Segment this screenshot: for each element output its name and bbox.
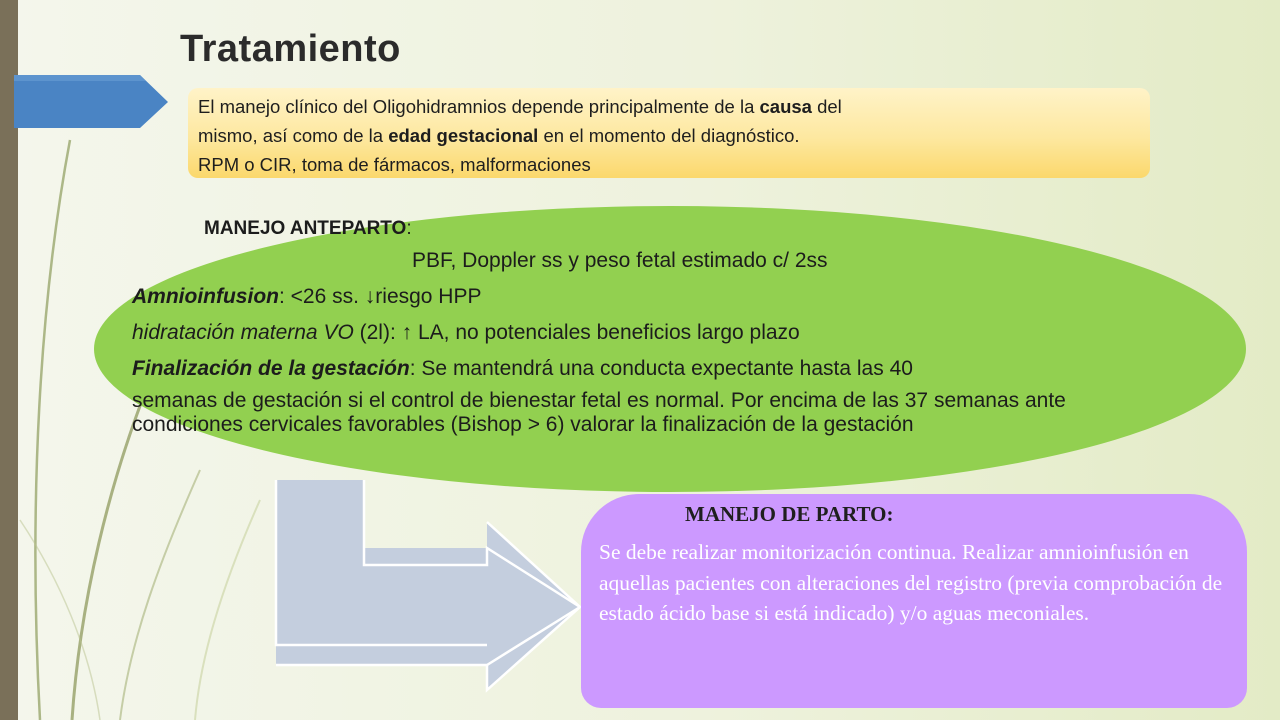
final-text: : Se mantendrá una conducta expectante hasta las 40 [409, 357, 913, 380]
antepartum-title-text: MANEJO ANTEPARTO [204, 218, 407, 239]
antepartum-panel [94, 206, 1246, 492]
intro-text: mismo, así como de la [198, 125, 389, 146]
antepartum-amnioinfusion [132, 279, 1206, 315]
intro-text: El manejo clínico del Oligohidramnios depende principalmente de la [198, 96, 760, 117]
intro-line-3: RPM o CIR, toma de fármacos, malformaciones [198, 154, 591, 175]
final-label: Finalización de la gestación [132, 357, 410, 380]
amnio-label: Amnioinfusion [132, 285, 279, 308]
antepartum-doppler: PBF, Doppler ss y peso fetal estimado c/ 2ss [412, 249, 828, 272]
hidr-label: hidratación materna VO [132, 321, 354, 344]
intro-text: del [811, 96, 842, 117]
antepartum-title-colon: : [406, 218, 412, 239]
intro-bold-edad: edad gestacional [388, 125, 539, 146]
slide-title: Tratamiento [180, 28, 401, 70]
antepartum-finalizacion-rest: semanas de gestación si el control de bienestar fetal es normal. Por encima de las 37 semanas ante condiciones cervicales favorables (Bishop > 6) valorar la finalización de la gestación [132, 389, 1066, 436]
antepartum-finalizacion [132, 351, 1206, 387]
antepartum-hidratacion [132, 315, 1206, 351]
parto-panel [581, 494, 1247, 708]
parto-title: MANEJO DE PARTO: [685, 502, 894, 526]
intro-text: en el momento del diagnóstico. [538, 125, 800, 146]
intro-bold-causa: causa [759, 96, 812, 117]
hidr-text: (2l): ↑ LA, no potenciales beneficios largo plazo [353, 321, 800, 344]
amnio-text: : <26 ss. ↓riesgo HPP [278, 285, 482, 308]
antepartum-title [132, 216, 1206, 242]
parto-body: Se debe realizar monitorización continua. Realizar amnioinfusión en aquellas pacientes con alteraciones del registro (previa comprobación de estado ácido base si está indicado) y/o aguas meconiales. [599, 540, 1223, 625]
